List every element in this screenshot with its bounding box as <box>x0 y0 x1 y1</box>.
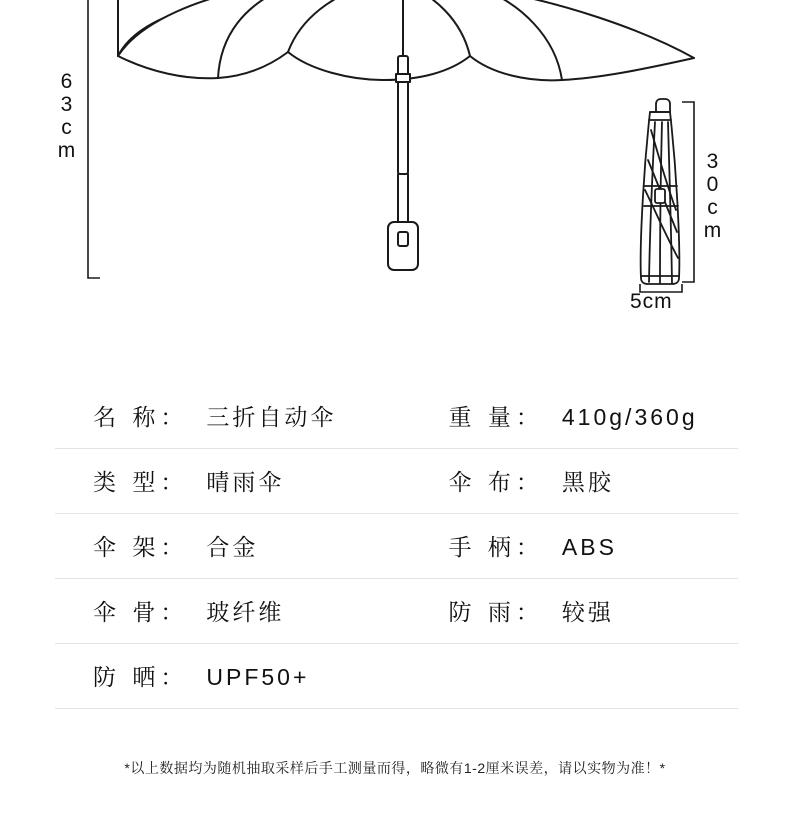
product-spec-table <box>55 383 738 709</box>
spec-cell <box>397 383 739 448</box>
spec-value: 较强 <box>561 599 614 625</box>
spec-key: 伞 架： <box>93 534 189 560</box>
spec-cell <box>55 513 397 578</box>
spec-key: 重 量： <box>448 403 544 430</box>
measurement-disclaimer: *以上数据均为随机抽取采样后手工测量而得，略微有1-2厘米误差，请以实物为准！* <box>124 760 666 776</box>
spec-key: 类 型： <box>93 469 189 495</box>
spec-cell <box>397 513 739 578</box>
spec-value: 三折自动伞 <box>206 403 337 430</box>
spec-key: 防 雨： <box>448 599 544 625</box>
spec-key: 伞 骨： <box>93 599 189 625</box>
table-row <box>55 513 738 578</box>
spec-key: 伞 布： <box>448 469 544 495</box>
spec-value: UPF50+ <box>206 664 310 690</box>
spec-cell <box>55 448 397 513</box>
height-dimension-bracket <box>88 0 100 278</box>
table-row <box>55 448 738 513</box>
spec-value: 晴雨伞 <box>206 469 285 495</box>
folded-height-dimension-label: 30cm <box>701 150 724 242</box>
spec-cell-empty <box>397 643 739 708</box>
folded-height-dimension-bracket <box>682 102 694 282</box>
spec-cell <box>55 643 397 708</box>
open-umbrella-illustration <box>118 0 694 270</box>
spec-cell <box>55 383 397 448</box>
spec-cell <box>55 578 397 643</box>
spec-key: 防 晒： <box>93 664 189 690</box>
folded-width-dimension-label: 5cm <box>630 290 673 313</box>
umbrella-dimension-diagram <box>0 0 790 360</box>
spec-key: 名 称： <box>93 403 189 430</box>
spec-value: ABS <box>561 534 617 560</box>
folded-umbrella-illustration <box>641 99 680 284</box>
spec-value: 玻纤维 <box>206 599 285 625</box>
spec-value: 合金 <box>206 534 259 560</box>
table-row <box>55 578 738 643</box>
spec-value: 410g/360g <box>561 403 698 430</box>
table-row <box>55 643 738 708</box>
table-row <box>55 383 738 448</box>
height-dimension-label: 63cm <box>55 70 78 162</box>
spec-key: 手 柄： <box>448 534 544 560</box>
spec-value: 黑胶 <box>561 469 614 495</box>
spec-cell <box>397 578 739 643</box>
spec-cell <box>397 448 739 513</box>
